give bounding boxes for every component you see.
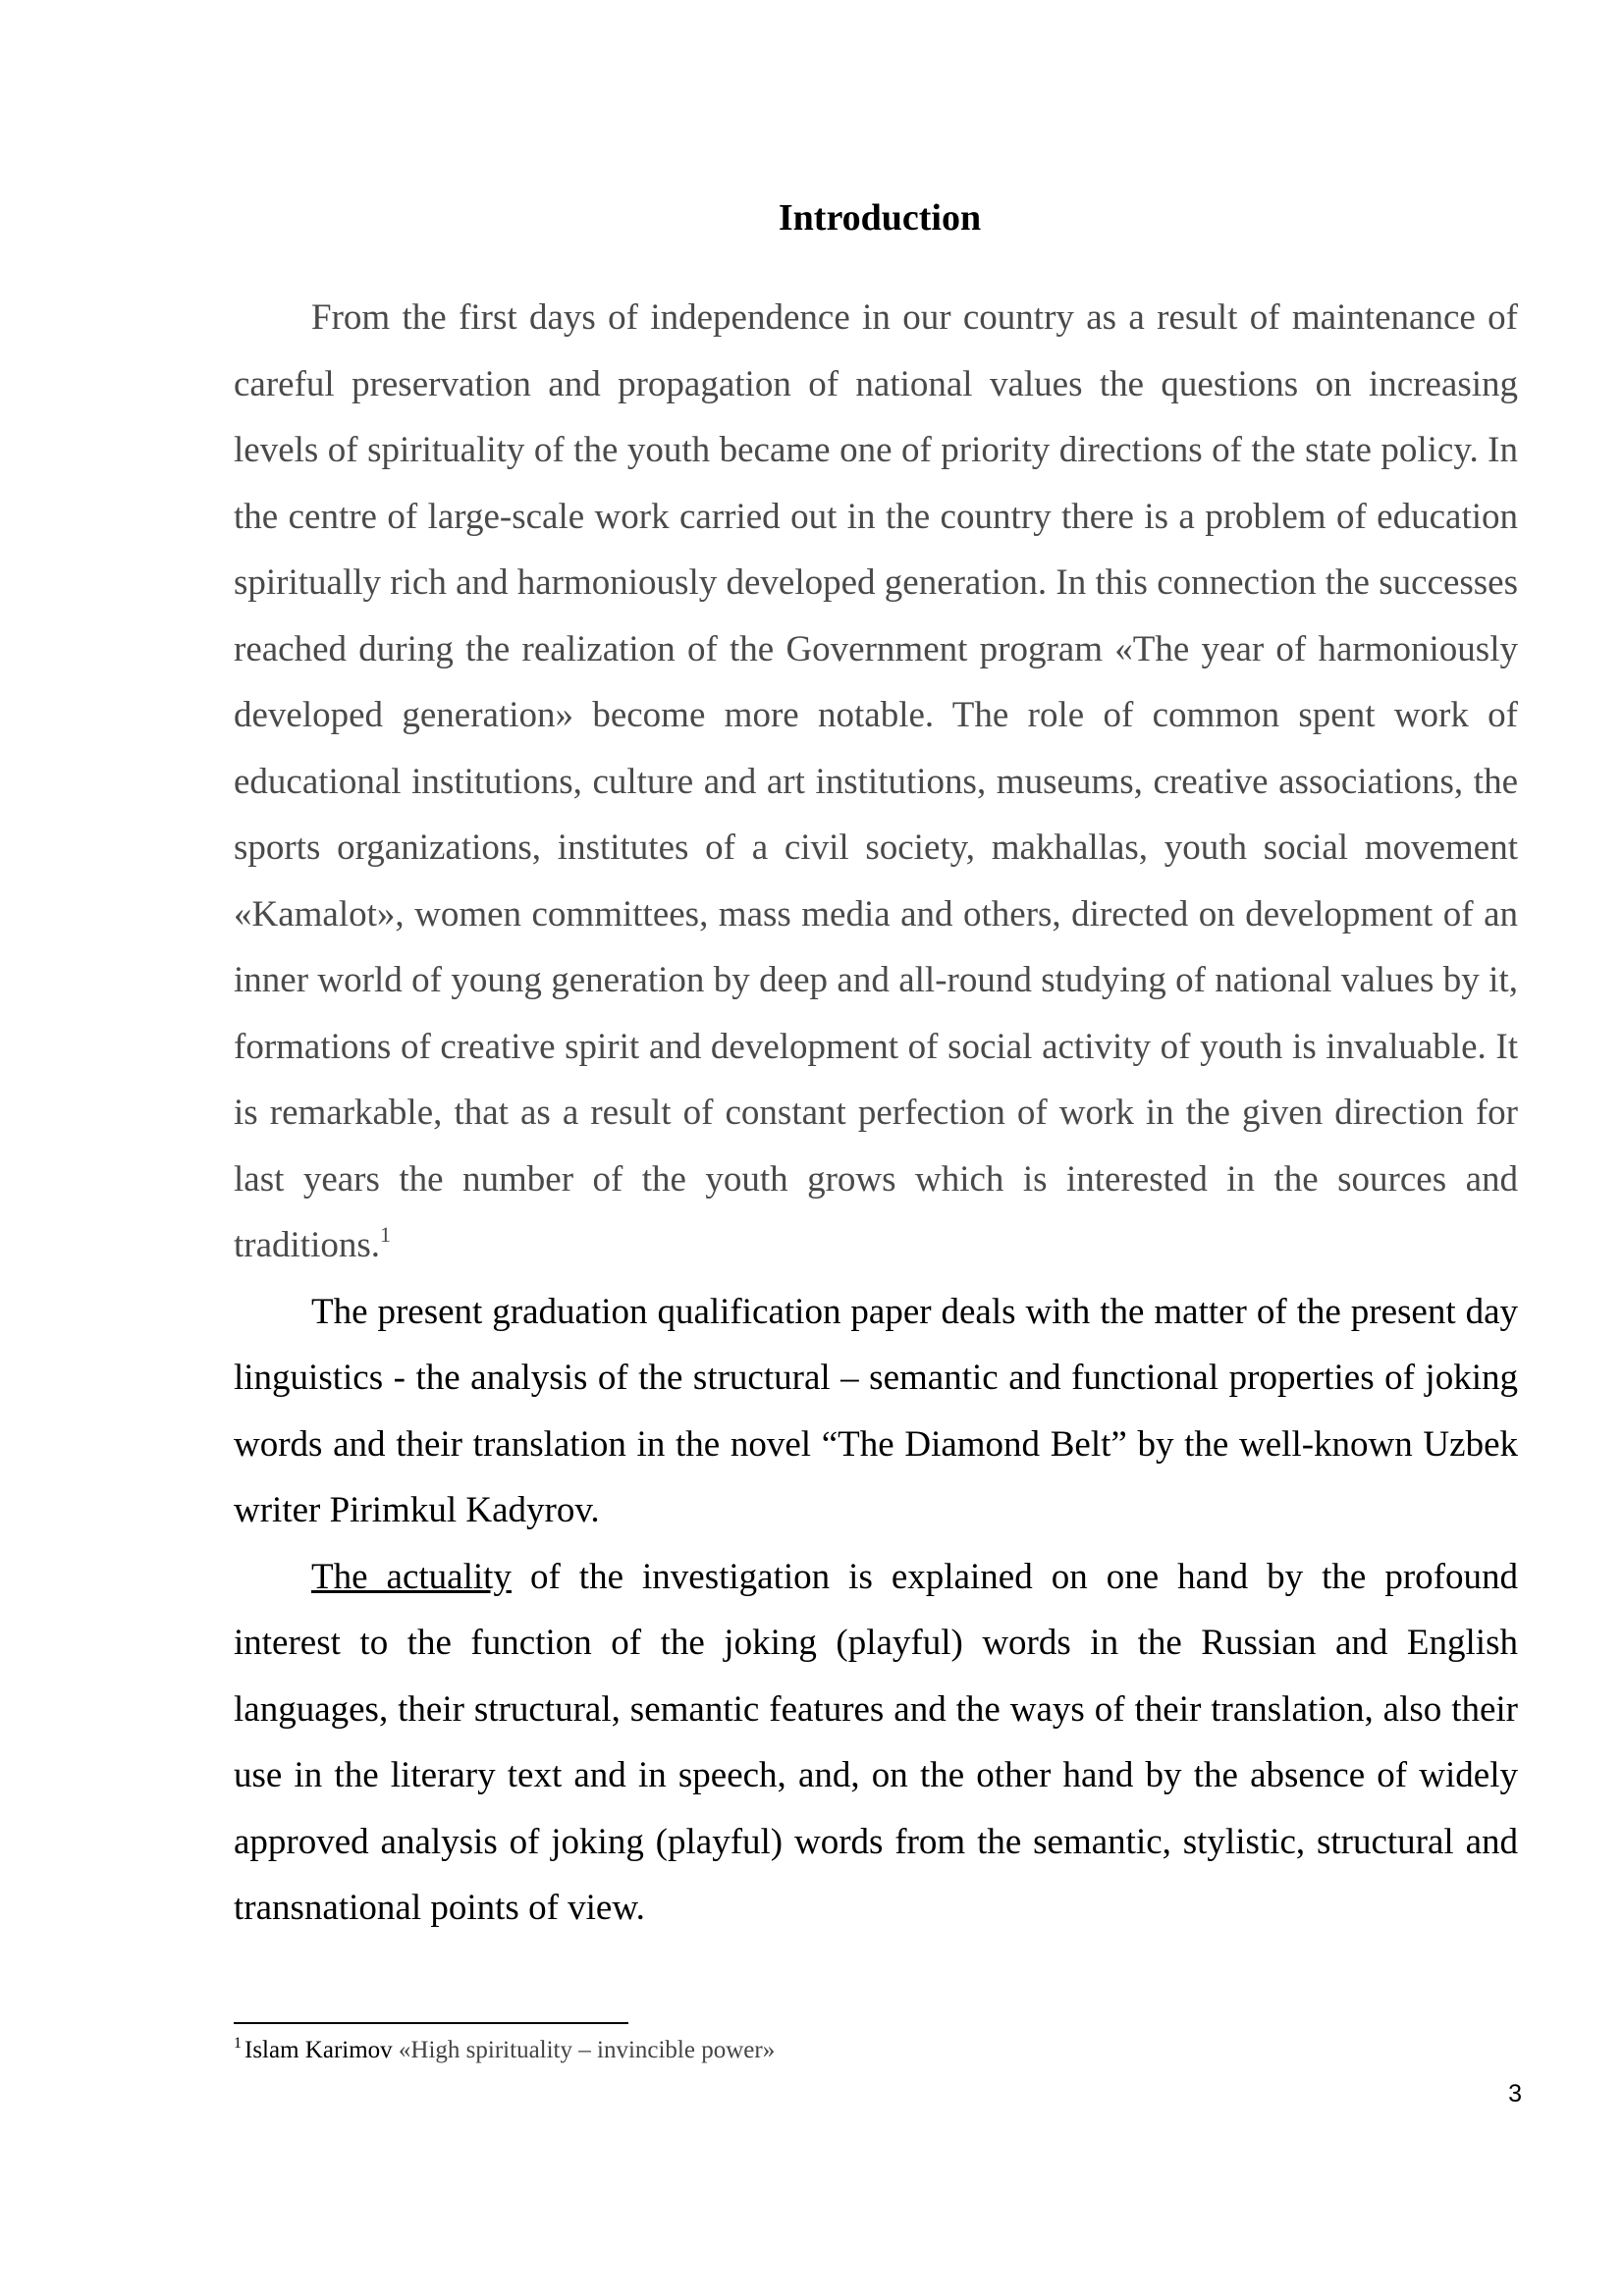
footnote-reference[interactable]: 1 (380, 1222, 392, 1247)
paragraph-3 (234, 1544, 1518, 1942)
paragraph-1 (234, 285, 1518, 1279)
paragraph-1-text: From the first days of independence in our country as a result of maintenance of careful preservation and propagation of national values the questions on increasing levels of spirituality of the youth became one of priority directions of the state policy. In the centre of large-scale work carried out in the country there is a problem of education spiritually rich and harmoniously developed generation. In this connection the successes reached during the realization of the Government program «The year of harmoniously developed generation» become more notable. The role of common spent work of educational institutions, culture and art institutions, museums, creative associations, the sports organizations, institutes of a civil society, makhallas, youth social movement «Kamalot», women committees, mass media and others, directed on development of an inner world of young generation by deep and all-round studying of national values by it, formations of creative spirit and development of social activity of youth is invaluable. It is remarkable, that as a result of constant perfection of work in the given direction for last years the number of the youth grows which is interested in the sources and traditions. (234, 297, 1519, 1265)
footnote-source: «High spirituality – invincible power» (398, 2037, 776, 2063)
page-number: 3 (1508, 2080, 1522, 2108)
actuality-term: The actuality (311, 1556, 512, 1597)
footnote-author: Islam Karimov (244, 2037, 393, 2063)
paragraph-3-text: of the investigation is explained on one hand by the profound interest to the function of the joking (playful) words in the Russian and English languages, their structural, semantic features and the ways of their translation, also their use in the literary text and in speech, and, on the other hand by the absence of widely approved analysis of joking (playful) words from the semantic, stylistic, structural and transnational points of view. (234, 1556, 1518, 1928)
footnote (234, 2034, 1510, 2067)
page-title: Introduction (778, 197, 982, 239)
footnote-divider (234, 2022, 628, 2024)
paragraph-2 (234, 1279, 1518, 1544)
paragraph-2-text: The present graduation qualification paper deals with the matter of the present day linguistics - the analysis of the structural – semantic and functional properties of joking words and their translation in the novel “The Diamond Belt” by the well-known Uzbek writer Pirimkul Kadyrov. (234, 1291, 1518, 1530)
footnote-number: 1 (234, 2035, 242, 2052)
body-text (234, 285, 1518, 1942)
